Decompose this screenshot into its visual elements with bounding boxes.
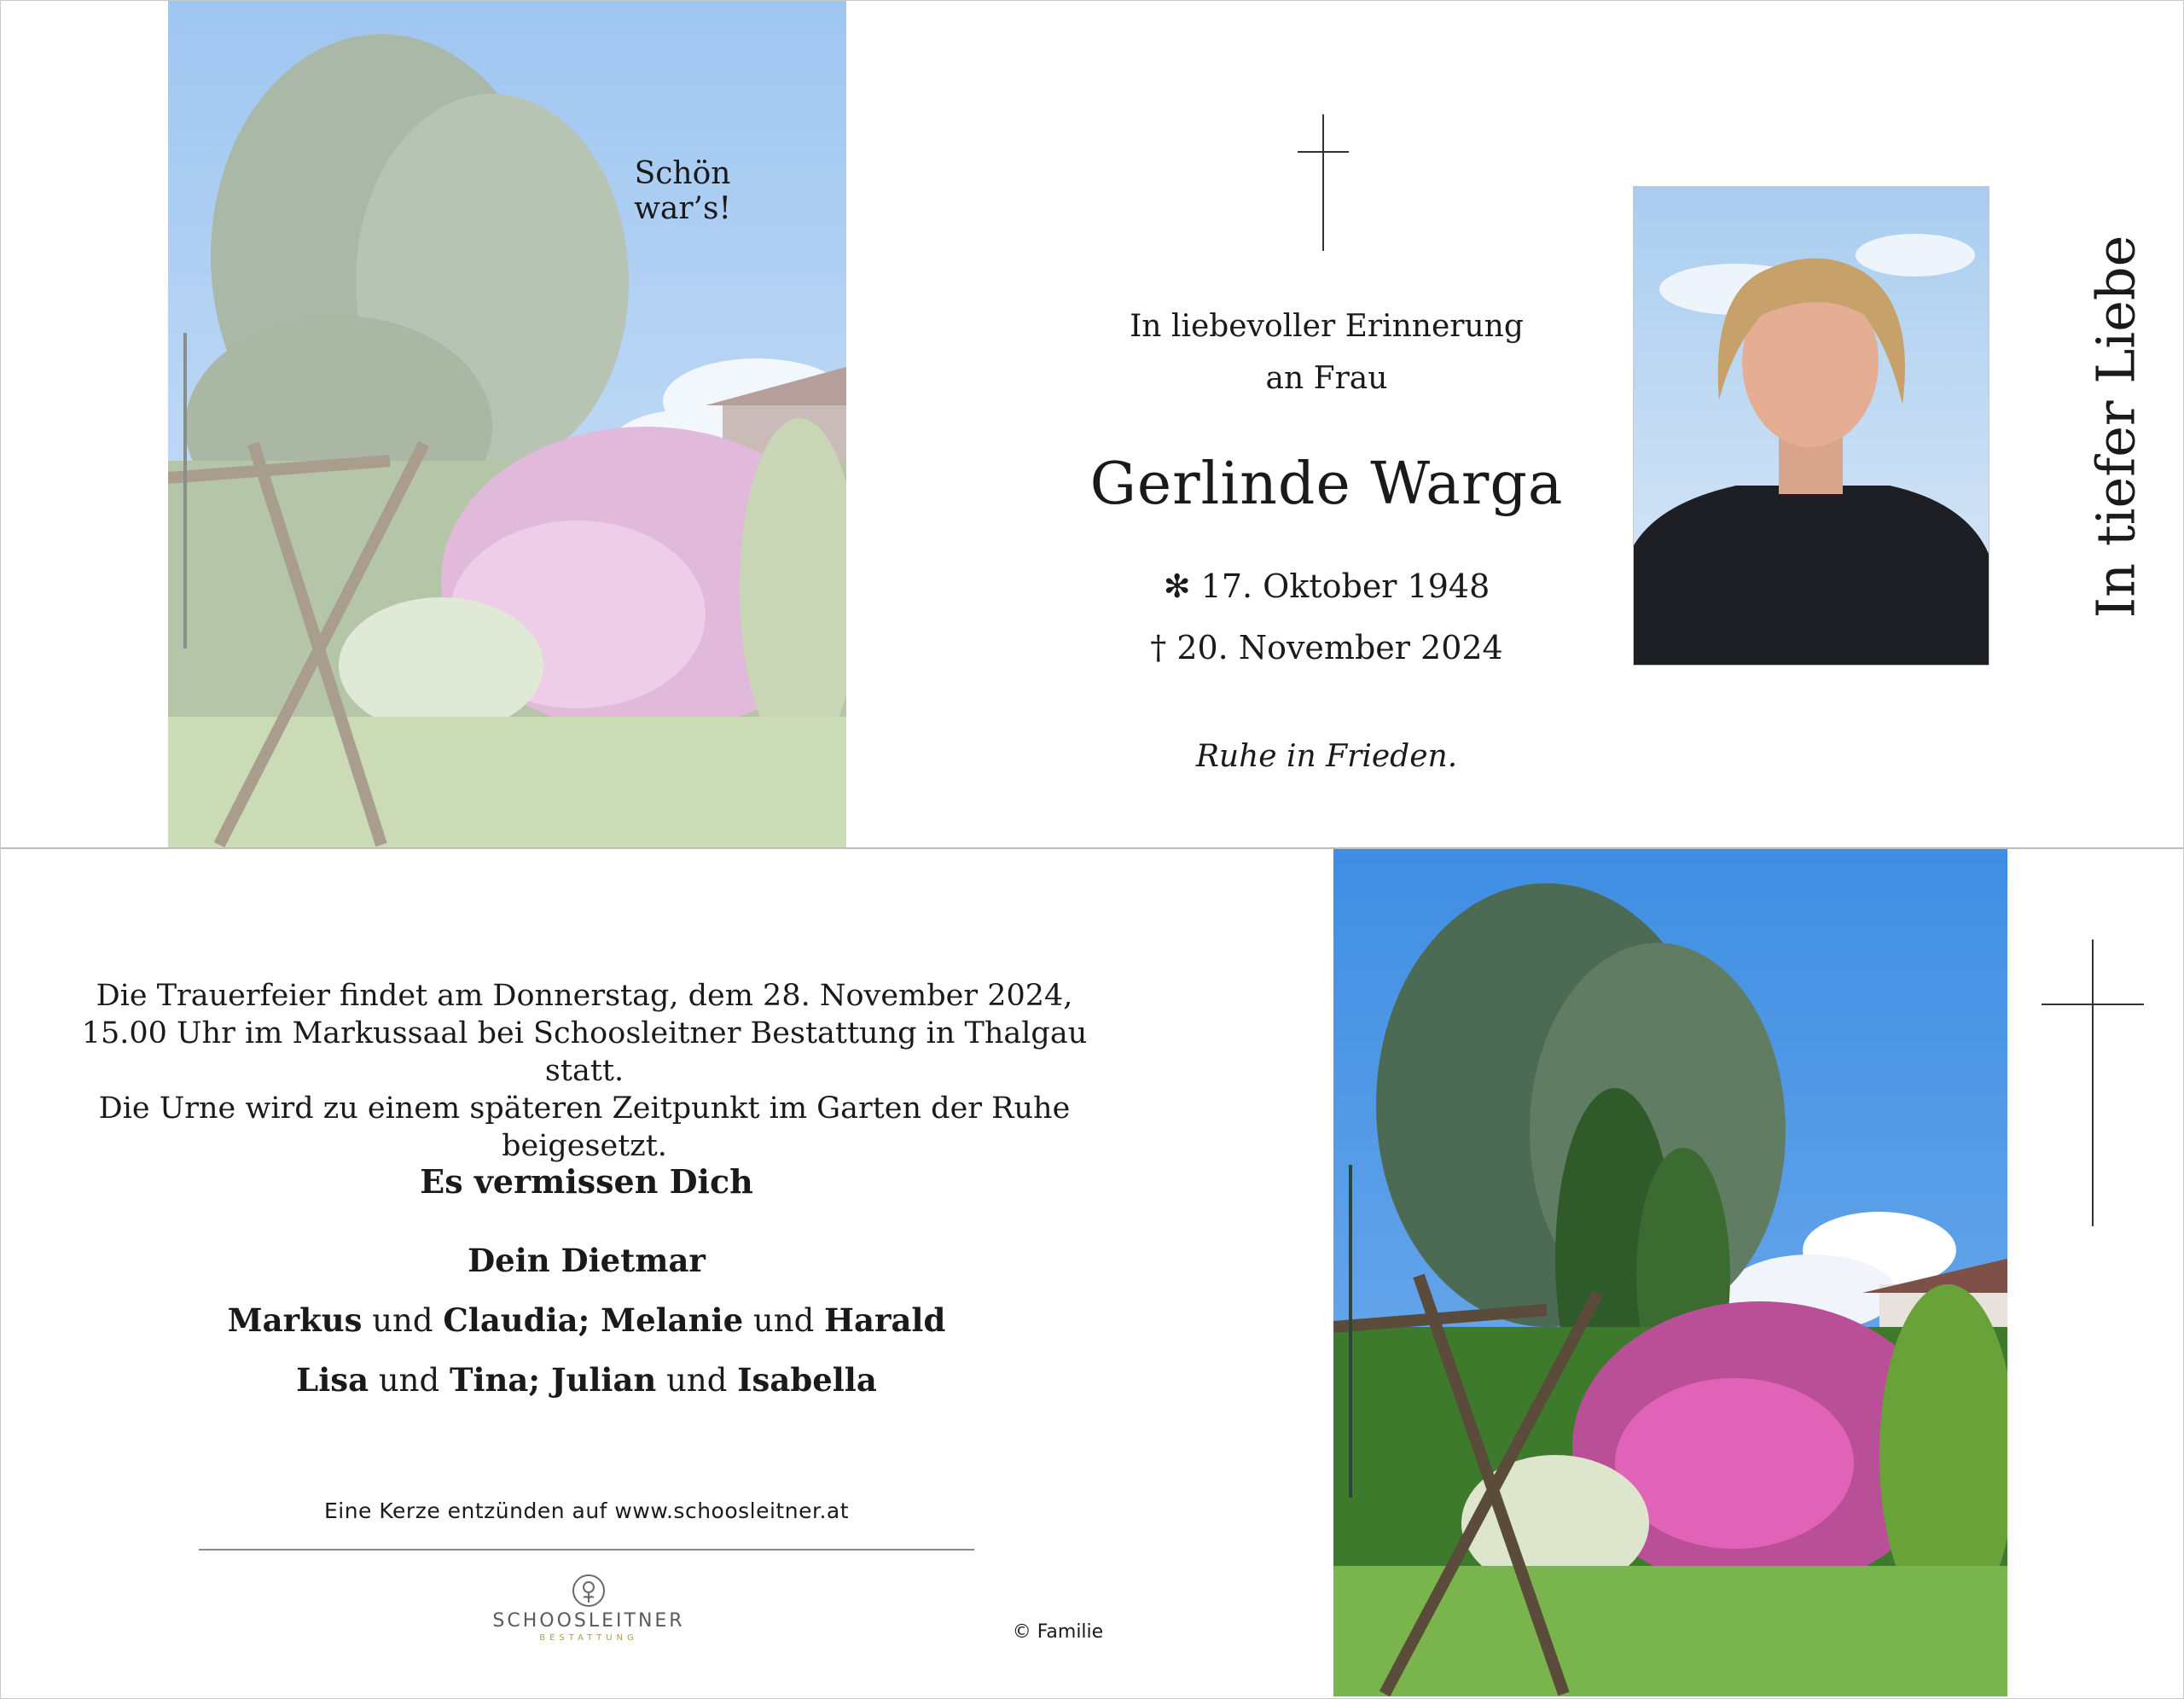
- latin-cross-icon: [1298, 114, 1349, 251]
- funeral-line-2: 15.00 Uhr im Markussaal bei Schoosleitner Bestattung in Thalgau statt.: [81, 1016, 1088, 1088]
- intro-line-2: an Frau: [1265, 361, 1388, 396]
- mourner-name: Tina; Julian: [449, 1361, 657, 1399]
- birth-date: ✻ 17. Oktober 1948: [1163, 567, 1490, 605]
- motto-text: Schön war’s!: [634, 156, 731, 226]
- mourners-title: Es vermissen Dich: [420, 1162, 753, 1201]
- candle-link-text: Eine Kerze entzünden auf www.schoosleitner.at: [323, 1498, 850, 1523]
- mourner-name: Isabella: [737, 1361, 877, 1399]
- logo-subtitle: BESTATTUNG: [539, 1633, 638, 1643]
- mourners-line-1: Dein Dietmar: [468, 1242, 706, 1279]
- blessing-text: Ruhe in Frieden.: [1195, 739, 1458, 774]
- conjunction: und: [743, 1302, 825, 1339]
- garden-photo-faded: [168, 0, 846, 847]
- deceased-name: Gerlinde Warga: [1089, 451, 1564, 518]
- death-date: † 20. November 2024: [1150, 629, 1503, 666]
- funeral-line-3: Die Urne wird zu einem späteren Zeitpunkt im Garten der Ruhe beigesetzt.: [98, 1091, 1071, 1163]
- mourners-line-2: [171, 1301, 1002, 1339]
- mourner-name: Claudia; Melanie: [443, 1301, 744, 1339]
- mourners-line-3: [171, 1361, 1002, 1399]
- mourner-name: Markus: [227, 1301, 363, 1339]
- logo-wordmark: SCHOOSLEITNER: [492, 1610, 685, 1632]
- conjunction: und: [369, 1362, 450, 1399]
- funeral-line-1: Die Trauerfeier findet am Donnerstag, dem 28. November 2024,: [96, 979, 1073, 1013]
- vertical-dedication-text: In tiefer Liebe: [2084, 235, 2147, 619]
- garden-photo: [1333, 849, 2007, 1696]
- copyright-text: © Familie: [1012, 1621, 1104, 1643]
- conjunction: und: [656, 1362, 738, 1399]
- conjunction: und: [362, 1302, 444, 1339]
- mourner-name: Harald: [824, 1301, 946, 1339]
- vertical-dedication: [2056, 235, 2175, 619]
- mourner-name: Lisa: [296, 1361, 369, 1399]
- divider: [199, 1549, 974, 1551]
- portrait-photo: [1633, 186, 1989, 666]
- funeral-notice: [51, 977, 1118, 1165]
- latin-cross-icon: [2042, 940, 2144, 1226]
- intro-line-1: In liebevoller Erinnerung: [1130, 309, 1524, 344]
